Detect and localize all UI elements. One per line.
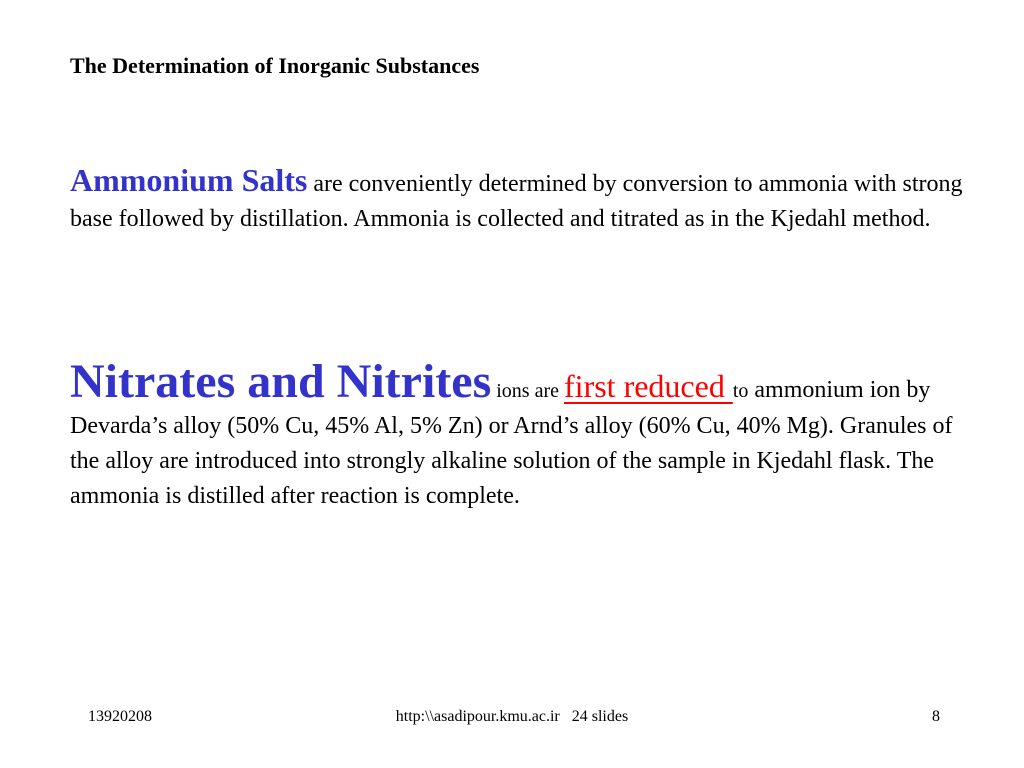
ammonium-salts-paragraph — [70, 163, 970, 237]
footer-page-number: 8 — [932, 708, 940, 725]
nitrates-nitrites-text: ammonium ion by Devarda’s alloy (50% Cu, 45% Al, 5% Zn) or Arnd’s alloy (60% Cu, 40% Mg). Granules of the alloy are introduced into strongly alkaline solution of the sample in Kjedahl flask. The ammonia is distilled after reaction is complete. — [70, 377, 953, 509]
first-reduced-emphasis: first reduced — [564, 368, 733, 404]
to-text: to — [732, 380, 749, 402]
nitrates-nitrites-heading: Nitrates and Nitrites — [70, 355, 492, 408]
ammonium-salts-text: are conveniently determined by conversion to ammonia with strong base followed by distillation. Ammonia is collected and titrated as in the Kjedahl method. — [70, 171, 963, 232]
ions-are-text: ions are — [491, 380, 565, 402]
footer-date: 13920208 — [88, 708, 152, 725]
nitrates-nitrites-paragraph — [70, 355, 970, 514]
footer-url-slides: http:\\asadipour.kmu.ac.ir 24 slides — [395, 708, 629, 725]
ammonium-salts-heading: Ammonium Salts — [70, 162, 308, 198]
slide-title: The Determination of Inorganic Substances — [70, 53, 480, 78]
